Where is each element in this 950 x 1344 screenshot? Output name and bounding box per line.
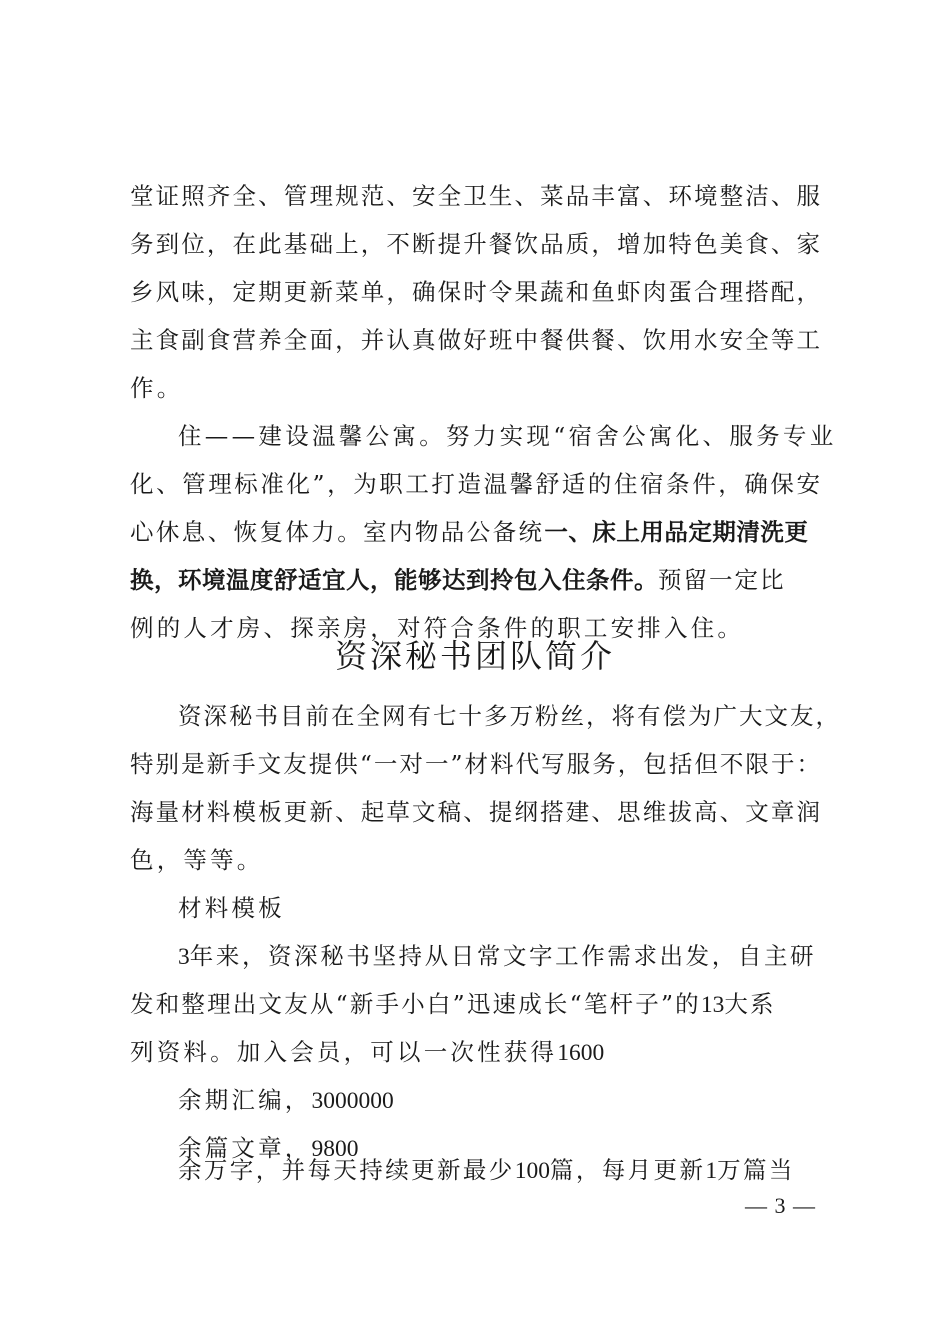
page-number: — 3 — [745, 1193, 816, 1218]
food-paragraph-line-1: 堂证照齐全、管理规范、安全卫生、菜品丰富、环境整洁、服 [130, 182, 820, 210]
housing-paragraph-line-1: 住——建设温馨公寓。努力实现“宿舍公寓化、服务专业 [178, 422, 837, 450]
stats-line-1-number: 3000000 [311, 1088, 394, 1114]
stats-line-3-text-a: 余万字，并每天持续更新最少 [178, 1156, 515, 1184]
housing-paragraph-line-5: 例的人才房、探亲房，对符合条件的职工安排入住。 [130, 614, 745, 642]
housing-paragraph-line-4 [130, 565, 786, 595]
food-paragraph-line-3: 乡风味，定期更新菜单，确保时令果蔬和鱼虾肉蛋合理搭配， [130, 278, 820, 306]
team-intro-line-4: 色，等等。 [130, 846, 264, 874]
housing-paragraph-line-3 [130, 517, 808, 547]
stats-line-3-text-b: 篇，每月更新 [549, 1156, 706, 1184]
stats-line-3-number-b: 1 [705, 1158, 718, 1184]
templates-line-2-text-a: 发和整理出文友从“新手小白”迅速成长“笔杆子”的 [130, 990, 701, 1018]
templates-line-3 [130, 1037, 604, 1068]
templates-line-1-number: 3 [178, 944, 190, 970]
team-intro-line-2: 特别是新手文友提供“一对一”材料代写服务，包括但不限于： [130, 750, 820, 778]
templates-heading: 材料模板 [178, 894, 285, 922]
food-paragraph-line-5: 作。 [130, 374, 184, 402]
templates-line-3-text: 列资料。加入会员，可以一次性获得 [130, 1038, 558, 1066]
stats-line-1-text: 余期汇编， [178, 1086, 312, 1114]
stats-line-3 [178, 1155, 795, 1186]
food-paragraph-line-2: 务到位，在此基础上，不断提升餐饮品质，增加特色美食、家 [130, 230, 820, 258]
food-paragraph-line-4: 主食副食营养全面，并认真做好班中餐供餐、饮用水安全等工 [130, 326, 820, 354]
stats-line-3-text-c: 万篇当 [717, 1156, 795, 1184]
templates-line-3-number: 1600 [557, 1040, 605, 1066]
templates-line-2-number: 13 [700, 992, 725, 1018]
team-intro-line-3: 海量材料模板更新、起草文稿、提纲搭建、思维拔高、文章润 [130, 798, 820, 826]
team-title: 资深秘书团队简介 [334, 637, 615, 675]
templates-line-1-text: 年来，资深秘书坚持从日常文字工作需求出发，自主研 [189, 942, 817, 970]
housing-line-3-text: 心休息、恢复体力。室内物品公备统 [130, 518, 545, 546]
housing-line-3-bold: 一、床上用品定期清洗更 [544, 518, 809, 546]
team-intro-line-1: 资深秘书目前在全网有七十多万粉丝，将有偿为广大文友， [178, 702, 841, 730]
stats-line-2-text: 余篇文章， [178, 1134, 312, 1162]
housing-line-4-bold: 换，环境温度舒适宜人，能够达到拎包入住条件。 [130, 566, 658, 594]
housing-line-4-text: 预留一定比 [658, 566, 786, 594]
stats-line-2-number: 9800 [311, 1136, 359, 1162]
stats-line-3-number-a: 100 [514, 1158, 550, 1184]
stats-line-1 [178, 1085, 394, 1116]
templates-line-1 [178, 941, 816, 972]
templates-line-2 [130, 989, 776, 1020]
templates-line-2-text-b: 大系 [724, 990, 776, 1018]
housing-paragraph-line-2: 化、管理标准化”，为职工打造温馨舒适的住宿条件，确保安 [130, 470, 820, 498]
